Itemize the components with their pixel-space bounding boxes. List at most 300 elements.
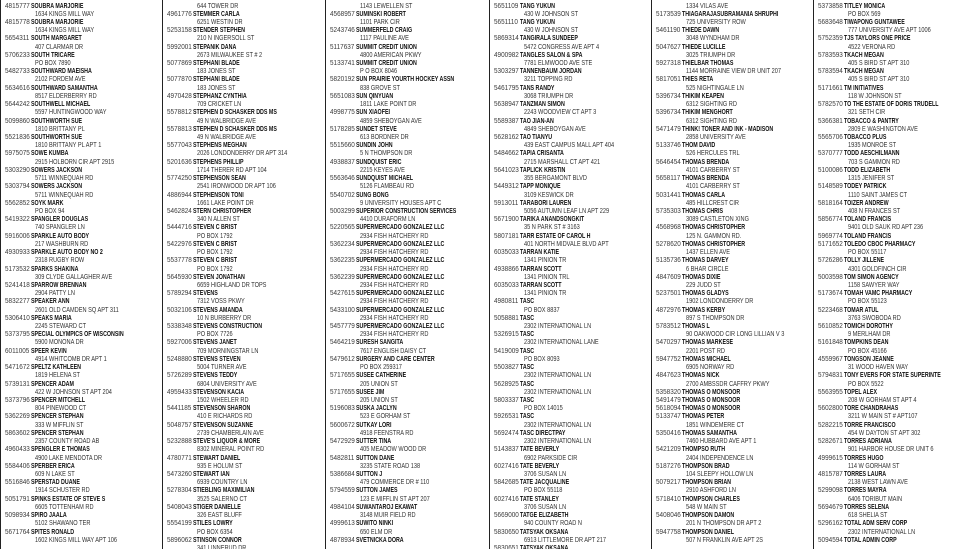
account-number: 5133746 [656,140,681,150]
account-number: 4872976 [656,304,681,314]
listing-entry [652,158,813,174]
listing-entry [163,519,325,535]
entry-address: 5597 HUNTINGWOOD WAY [35,107,107,117]
account-number: 4961776 [167,8,192,18]
listing-entry [163,338,325,354]
listing-entry [326,174,489,190]
listing-entry [814,454,976,470]
account-number: 5671764 [5,526,30,536]
entry-name-line [490,265,651,273]
entry-address: 6251 WESTIN DR [197,16,243,26]
listing-entry [326,141,489,157]
entry-address: 8302 MINERAL POINT RD [197,444,265,454]
entry-address: 5126 FLAMBEAU RD [360,181,415,191]
entry-address: 2302 INTERNATIONAL LN [524,321,592,331]
entry-address: 4849 SHEBOYGAN AVE [524,123,586,133]
listing-entry [1,297,162,313]
account-number: 5220565 [330,222,355,232]
entry-address: 1341 PINION TR [524,255,567,265]
account-number: 5516846 [5,477,30,487]
listing-entry [1,166,162,182]
entry-name: TAPIA CRISANTA [520,148,564,158]
account-number: 5173532 [5,263,30,273]
entry-name: STEPHEN D SCHASKER DDS MS [193,123,277,133]
entry-name: SUMMERFELD CRAIG [356,25,413,35]
account-number: 5565706 [818,132,843,141]
listing-entry [1,51,162,67]
entry-name: TAO JIAN-AN [520,115,554,125]
account-number: 5421209 [656,444,681,454]
entry-address: 2541 IRONWOOD DR APT 106 [197,181,276,191]
entry-address: 217 WASHBURN RD [35,238,89,248]
listing-entry [652,371,813,387]
entry-name: SPINKS ESTATE OF STEVE S [31,493,106,503]
listing-entry [490,297,651,313]
entry-address: 309 CLYDE GALLAGHER AVE [35,271,113,281]
entry-name: STEVENS [193,288,218,298]
listing-entry [490,199,651,215]
listing-entry [1,330,162,346]
entry-name: TASC [520,296,535,306]
entry-address: 6939 COUNTRY LN [197,477,248,487]
entry-name: SOWERS JACKSON [31,181,83,191]
entry-name: STEVENSON SUZANNE [193,419,253,429]
listing-entry [1,528,162,544]
entry-name: SUNG BONG [356,189,389,199]
entry-address: 2700 AMBSSDR CAFFRY PKWY [686,378,770,388]
entry-name-line [326,75,489,83]
listing-entry [1,182,162,198]
account-number: 5783594 [818,66,843,76]
entry-address: 4900 LAKE MENDOTA DR [35,452,103,462]
account-number: 5396734 [656,107,681,117]
entry-address: 229 JUDD ST [686,279,721,289]
entry-name-line [652,240,813,248]
entry-name: THOMPSON CHARLES [682,493,740,503]
entry-name: SPEER KEVIN [31,345,67,355]
entry-address: PO BOX 14015 [524,403,563,413]
account-number: 5618094 [656,403,681,413]
account-number: 5726286 [818,255,843,265]
listing-entry [1,232,162,248]
account-number: 5654311 [5,33,30,43]
entry-name: SUNDQUIST ERIC [356,156,402,166]
entry-address: 2915 HOLBORN CIR APT 2915 [35,156,115,166]
listing-entry [326,108,489,124]
listing-entry [490,380,651,396]
listing-entry [1,265,162,281]
entry-address: 454 W DAYTON ST APT 302 [848,427,921,437]
listing-entry [163,10,325,26]
entry-address: 90 OAKWOOD CIR LONG LILLIAN V 3 [686,329,785,339]
entry-name: SUMMIT CREDIT UNION [356,58,417,68]
entry-name-line [163,454,325,462]
listing-entry [163,141,325,157]
entry-address: 430 W JOHNSON ST [524,25,579,35]
entry-name: SPANGLER DOUGLAS [31,214,89,224]
listing-entry [1,199,162,215]
account-number: 5658117 [656,173,681,183]
entry-name-line [163,92,325,100]
account-number: 5133741 [330,58,355,68]
listing-entry [163,174,325,190]
account-number: 5419322 [5,214,30,224]
account-number: 5299098 [818,485,843,495]
account-number: 5237501 [656,288,681,298]
entry-name: THOMAS CHRIS [682,205,724,215]
entry-address: 1158 SAWYER WAY [848,279,900,289]
account-number: 5783512 [656,321,681,331]
account-number: 5303290 [5,164,30,174]
entry-name: TOMAH VAMC PHARMACY [844,288,913,298]
entry-address: 6902 PARKSIDE CIR [524,452,578,462]
entry-address: PO BOX 55123 [848,296,887,306]
account-number: 5171661 [818,82,843,92]
account-number: 5171652 [818,238,843,248]
entry-name: STIGER DANIELLE [193,501,241,511]
listing-entry [490,478,651,494]
account-number: 5362235 [330,255,355,265]
entry-name: SUWANTAROJ EKAWAT [356,501,418,511]
listing-entry [326,207,489,223]
listing-entry [163,289,325,305]
listing-entry [163,207,325,223]
entry-name: SURGERY AND CARE CENTER [356,353,435,363]
listing-entry [652,256,813,272]
entry-name: THINK! TONER AND INK - MADISON [682,123,774,133]
account-number: 5472929 [330,436,355,446]
entry-name-line [163,59,325,67]
entry-name: SPERSTAD DUANE [31,477,80,487]
account-number: 5646454 [656,156,681,166]
entry-name: SPECIAL OLYMPICS OF WISCONSIN [31,329,124,339]
listing-entry [652,306,813,322]
listing-entry [326,388,489,404]
listing-entry [652,75,813,91]
listing-entry [163,536,325,549]
account-number: 5975075 [5,148,30,158]
listing-entry [326,454,489,470]
account-number: 4970428 [167,90,192,100]
account-number: 5783593 [818,49,843,59]
entry-name-line [490,495,651,503]
listing-entry [490,232,651,248]
account-number: 5303297 [494,66,519,76]
listing-entry [163,371,325,387]
listing-entry [1,67,162,83]
entry-address-line [163,544,325,549]
account-number: 5610852 [818,321,843,331]
listing-column-2 [162,0,325,549]
entry-name: SUNDIN JOHN [356,140,393,150]
entry-address: 4301 GOLDFINCH CIR [848,263,907,273]
entry-name-line [163,10,325,18]
entry-name: TONY EVERS FOR STATE SUPERINTE [844,370,941,380]
account-number: 5683648 [818,16,843,26]
account-number: 5600672 [330,419,355,429]
entry-name: TARABORI LAUREN [520,197,572,207]
account-number: 5143837 [494,444,519,454]
account-number: 5100086 [818,164,843,174]
entry-name: SOUTHWARD SAMANTHA [31,82,98,92]
account-number: 5717655 [330,370,355,380]
listing-entry [490,117,651,133]
account-number: 5248880 [167,353,192,363]
account-number: 5282671 [818,436,843,446]
entry-address: 6605 TOTTENHAM RD [35,501,94,511]
listing-entry [163,256,325,272]
account-number: 5503827 [494,362,519,372]
entry-name: STEVENS STEVEN [193,353,241,363]
entry-name: STEWART DANIEL [193,452,241,462]
entry-address: 1143 LEWELLEN ST [360,0,413,10]
listing-entry [814,256,976,272]
entry-address: 4101 CARBERRY ST [686,164,740,174]
listing-entry [326,26,489,42]
account-number: 5752359 [818,33,843,43]
account-number: 5031441 [656,189,681,199]
entry-address: 6659 HIGHLAND DR TOPS [197,279,267,289]
entry-name-line [652,273,813,281]
entry-name: SPARKLE AUTO BODY [31,230,90,240]
listing-entry [652,273,813,289]
account-number: 5916006 [5,230,30,240]
entry-address: 2904 PATTY LN [35,288,75,298]
listing-entry [652,108,813,124]
account-number: 5099860 [5,115,30,125]
listing-entry [490,412,651,428]
listing-entry [814,166,976,182]
entry-name: SOUTH MARGARET [31,33,82,43]
entry-address: 940 COUNTY ROAD N [524,518,582,528]
listing-entry [163,421,325,437]
account-number: 5408043 [167,501,192,511]
listing-entry [814,306,976,322]
listing-entry [490,445,651,461]
account-number: 5863602 [5,427,30,437]
entry-name: STEPHEN D SCHASKER DDS MS [193,107,277,117]
entry-address: 183 JONES ST [197,82,236,92]
entry-name: TATGE ELIZABETH [520,510,569,520]
entry-name: SUN PRAIRIE YOURTH HOCKEY ASSN [356,74,455,84]
entry-name: TOMAR ATUL [844,304,879,314]
entry-name: THOMAS SAMANTHA [682,427,737,437]
entry-name: SPENCER STEPHAN [31,427,84,437]
entry-name: SUSEE JIM [356,386,385,396]
entry-address: 1819 HELENA ST [35,370,80,380]
entry-name: SPITES RONALD [31,526,75,536]
account-number: 5464219 [330,337,355,347]
listing-entry [652,445,813,461]
listing-entry [326,158,489,174]
listing-entry [326,10,489,26]
account-number: 6027416 [494,460,519,470]
listing-entry [326,191,489,207]
account-number: 5350416 [656,427,681,437]
account-number: 5461795 [494,82,519,92]
entry-name: STEVENS JANET [193,337,237,347]
listing-entry [163,191,325,207]
listing-entry [652,174,813,190]
entry-name: THOMPSON DANIEL [682,526,734,536]
listing-entry [652,322,813,338]
account-number: 5818164 [818,197,843,207]
entry-address: PO BOX 94 [35,205,65,215]
entry-address: PO BOX 55118 [524,485,563,495]
entry-address: 1101 PARK CIR [360,16,400,26]
entry-name: STERN CHRISTOPHER [193,205,252,215]
entry-name: TASC DIRECTPAY [520,427,566,437]
entry-address: 618 SHELIA ST [848,510,888,520]
entry-address: 341 LINNERUD DR [197,542,247,549]
entry-name: SOYK MARK [31,197,64,207]
account-number: 5032106 [167,304,192,314]
account-number: 5306410 [5,312,30,322]
entry-name: TOBACCO PLUS [844,132,887,141]
entry-name: TOLLY JILLENE [844,255,885,265]
account-number: 5782570 [818,99,843,109]
entry-address: 9401 OLD SAUK RD APT 236 [848,222,924,232]
entry-name: STEPANIK DANA [193,41,237,51]
account-number: 5969774 [818,230,843,240]
entry-address: 1902 LONDONDERRY DR [686,296,754,306]
entry-address: 6 BHAR CIRCLE [686,263,729,273]
listing-entry [814,51,976,67]
entry-name: SPENCER STEPHAN [31,411,84,421]
account-number: 5554199 [167,518,192,528]
entry-address: 2026 LONDONDERRY DR APT 314 [197,148,288,158]
entry-address: 3025 TRIUMPH DR [686,49,736,59]
entry-address: 2302 INTERNATIONAL LN [524,386,592,396]
entry-name: TORRES MAYRA [844,485,887,495]
listing-entry [1,133,162,149]
listing-entry [652,511,813,527]
listing-entry [326,306,489,322]
entry-address: 2215 KEYES AVE [360,164,405,174]
listing-entry [490,429,651,445]
entry-address: 205 UNION ST [360,378,398,388]
account-number: 5692474 [494,427,519,437]
listing-entry [1,495,162,511]
entry-name: TATE JACQUALINE [520,477,570,487]
entry-address: 609 N LAKE ST [35,468,75,478]
account-number: 5947752 [656,353,681,363]
listing-entry [490,133,651,149]
entry-name-line [1,363,162,371]
entry-address: 123 E MIFFLIN ST APT 207 [360,493,430,503]
entry-name: SUPERMERCADO GONZALEZ LLC [356,238,445,248]
entry-name: TODEY PATRICK [844,181,887,191]
entry-address: 3525 SALERNO CT [197,493,247,503]
entry-address: 2858 UNIVERSITY AVE [686,132,746,141]
listing-entry [652,289,813,305]
entry-address: 2934 FISH HATCHERY RD [360,329,429,339]
account-number: 4847623 [656,370,681,380]
entry-name: TORRES SELENA [844,501,890,511]
entry-name-line [1,281,162,289]
entry-name-line [490,544,651,549]
account-number: 5820192 [330,74,355,84]
entry-name: TIWAPONG GUNTAWEE [844,16,905,26]
listing-entry [163,454,325,470]
account-number: 5386684 [330,468,355,478]
entry-name-line [1,199,162,207]
listing-entry [163,92,325,108]
account-number: 5003598 [818,271,843,281]
listing-entry [652,528,813,544]
listing-entry [163,470,325,486]
listing-entry [814,404,976,420]
entry-name: TANS RANDY [520,82,555,92]
account-number: 5427615 [330,288,355,298]
account-number: 5094594 [818,534,843,544]
listing-entry [490,330,651,346]
account-number: 5098934 [5,510,30,520]
account-number: 5896062 [167,534,192,544]
listing-entry [490,100,651,116]
account-number: 5563955 [818,386,843,396]
listing-entry [814,322,976,338]
entry-name: THOMAS PETER [682,411,725,421]
account-number: 5992001 [167,41,192,51]
account-number: 4959433 [167,386,192,396]
listing-entry [326,223,489,239]
listing-entry [326,503,489,519]
account-number: 5694679 [818,501,843,511]
account-number: 4568957 [330,8,355,18]
entry-address: 3706 SUSAN LN [524,501,567,511]
entry-name-line [814,100,976,108]
listing-entry [814,355,976,371]
account-number: 5726289 [167,370,192,380]
entry-address: 479 COMMERCE DR # 110 [360,477,430,487]
entry-address: 1914 SCHUSTER RD [35,485,90,495]
entry-name: SUN XIAOFEI [356,107,390,117]
entry-address: 7781 ELMWOOD AVE STE [524,58,593,68]
listing-entry [652,125,813,141]
entry-address: 3148 MUIR FIELD RD [360,510,416,520]
entry-address: 935 E HOLUM ST [197,460,243,470]
entry-name: SPENGLER E THOMAS [31,444,90,454]
entry-name: STEPHANI BLADE [193,74,240,84]
entry-address: 2302 INTERNATIONAL LN [848,526,916,536]
entry-address: 2404 INDEPENDENCE LN [686,452,754,462]
account-number: 5396734 [656,90,681,100]
account-number: 5628162 [494,132,519,141]
account-number: 4780771 [167,452,192,462]
account-number: 4878934 [330,534,355,544]
entry-address: 1602 KINGS MILL WAY APT 106 [35,534,118,544]
entry-name-line [326,59,489,67]
account-number: 5077869 [167,58,192,68]
listing-entry [490,314,651,330]
listing-entry [814,388,976,404]
listing-entry [163,26,325,42]
account-number: 5173674 [818,288,843,298]
account-number: 5638947 [494,99,519,109]
entry-name: STEPHANI BLADE [193,58,240,68]
account-number: 4815777 [5,0,30,10]
account-number: 5161848 [818,337,843,347]
entry-address: PO BOX 569 [848,8,881,18]
entry-name: STEVENSON SHARON [193,403,251,413]
entry-address: 2934 FISH HATCHERY RD [360,279,429,289]
entry-name-line [326,388,489,396]
entry-address: 2357 COUNTY ROAD AB [35,436,100,446]
account-number: 5196083 [330,403,355,413]
entry-address: 525 NIGHTINGALE LN [686,82,744,92]
entry-address: 4522 VERONA RD [848,41,896,51]
